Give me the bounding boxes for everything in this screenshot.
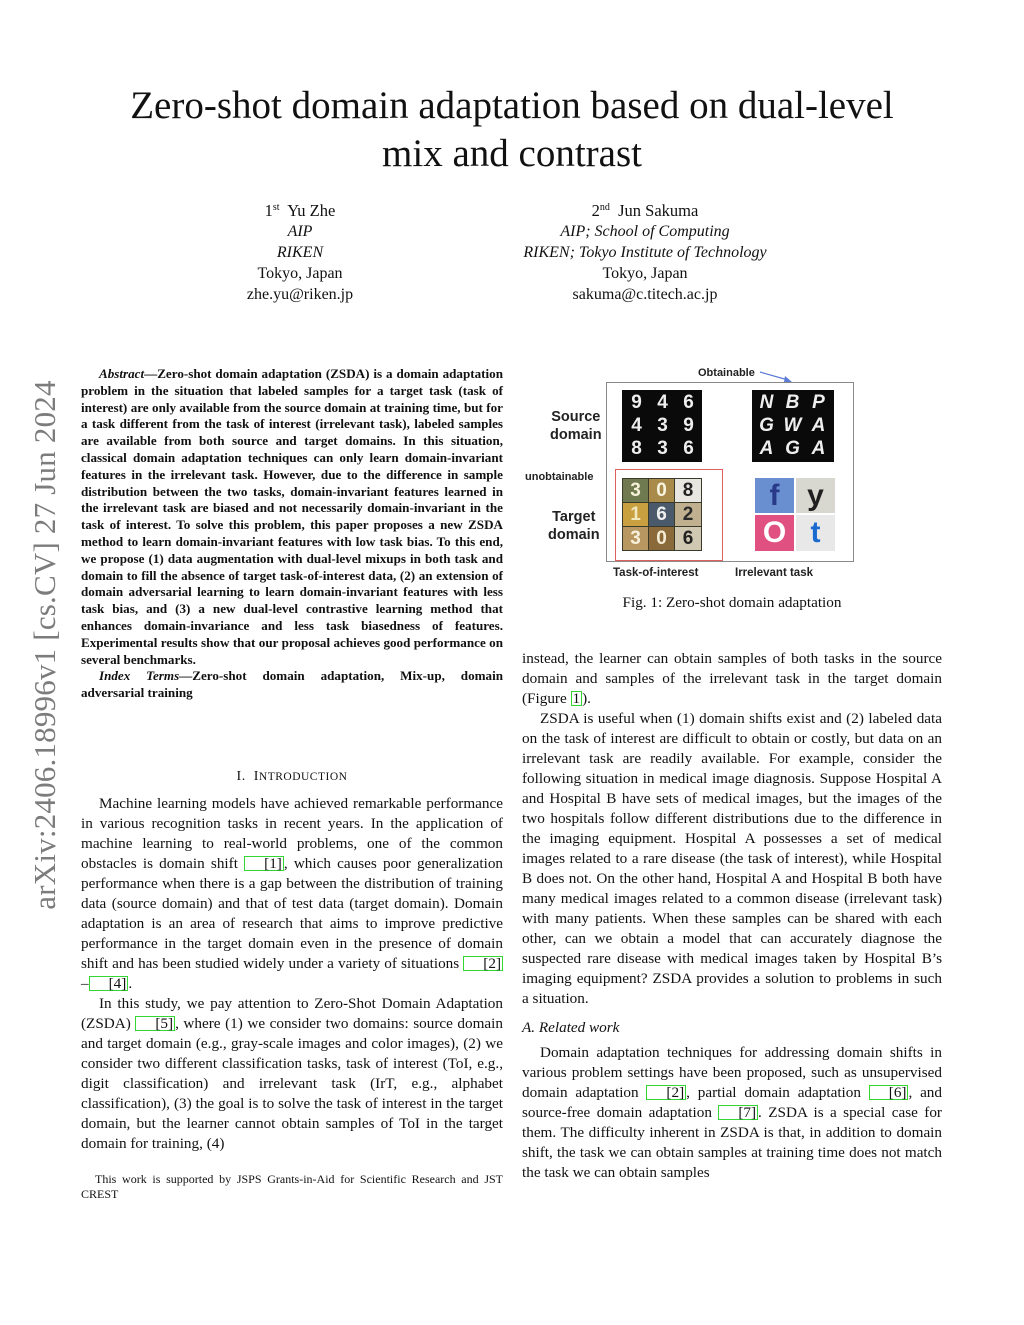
letter-image: G — [785, 438, 800, 459]
letter-image: B — [785, 392, 800, 413]
digit-image: 6 — [683, 438, 694, 459]
letter-image: A — [811, 438, 826, 459]
citation-link[interactable]: [1] — [244, 856, 284, 871]
subsection-heading-related-work: A. Related work — [522, 1019, 620, 1036]
digit-image: 3 — [623, 527, 648, 550]
index-terms-label: Index Terms — [99, 668, 180, 684]
digit-image: 6 — [649, 503, 674, 526]
letter-image: A — [811, 415, 826, 436]
letter-image: O — [755, 515, 794, 551]
target-digit-images — [622, 478, 702, 551]
author-email: sakuma@c.titech.ac.jp — [572, 286, 718, 303]
digit-image: 1 — [623, 503, 648, 526]
letter-image: P — [812, 392, 825, 413]
letter-image: y — [796, 478, 835, 513]
digit-image: 3 — [623, 479, 648, 502]
section-heading-introduction: I. INTRODUCTION — [236, 769, 348, 784]
author-block-1: 1st Yu Zhe AIP RIKEN Tokyo, Japan zhe.yu@riken.jp — [150, 200, 450, 305]
citation-link[interactable]: [5] — [135, 1016, 175, 1031]
author-location: Tokyo, Japan — [602, 265, 688, 282]
author-block-2: 2nd Jun Sakuma AIP; School of Computing RIKEN; Tokyo Institute of Technology Tokyo, Japan sakuma@c.titech.ac.jp — [470, 200, 820, 305]
author-email: zhe.yu@riken.jp — [246, 286, 354, 303]
figure-zsda — [522, 360, 942, 588]
target-domain-label: Target domain — [548, 509, 600, 543]
letter-image: G — [759, 415, 774, 436]
digit-image: 4 — [657, 392, 668, 413]
author-affiliation: AIP — [287, 223, 313, 240]
author-name: Jun Sakuma — [618, 201, 699, 220]
paper-title — [0, 82, 1024, 178]
author-affiliation: AIP; School of Computing — [560, 223, 730, 240]
figure-link[interactable]: 1 — [572, 690, 581, 707]
digit-image: 8 — [675, 479, 701, 502]
citation-link[interactable]: [2] — [646, 1085, 686, 1100]
title-line-1: Zero-shot domain adaptation based on dual-level — [130, 84, 894, 127]
unobtainable-label: unobtainable — [525, 471, 594, 483]
author-location: Tokyo, Japan — [257, 265, 343, 282]
digit-image: 9 — [683, 415, 694, 436]
paragraph: instead, the learner can obtain samples of both tasks in the source domain and samples of the irrelevant task in the target domain (Figure 1 ). — [522, 650, 942, 707]
irrelevant-task-label: Irrelevant task — [735, 567, 813, 579]
abstract — [81, 366, 503, 702]
title-line-2: mix and contrast — [382, 132, 642, 175]
source-domain-label: Source domain — [550, 409, 602, 443]
digit-image: 3 — [657, 438, 668, 459]
digit-image: 3 — [657, 415, 668, 436]
citation-link[interactable]: [7] — [718, 1105, 758, 1120]
citation-link[interactable]: [6] — [869, 1085, 909, 1100]
source-digit-images — [622, 390, 702, 462]
obtainable-label: Obtainable — [698, 367, 755, 379]
paragraph: In this study, we pay attention to Zero-Shot Domain Adaptation (ZSDA) [5] , where (1) we consider two domains: source domain and target domain (e.g., gray-scale images and color images), (2) we consider two different classification tasks, task of interest (ToI, e.g., digit classification) and irrelevant task (IrT, e.g., alphabet classification), (3) the goal is to solve the task of interest in the target domain, but the learner cannot obtain samples of ToI in the target domain for training, (4) — [81, 995, 503, 1152]
digit-image: 8 — [631, 438, 642, 459]
digit-image: 9 — [631, 392, 642, 413]
letter-image: W — [783, 415, 802, 436]
paragraph: ZSDA is useful when (1) domain shifts exist and (2) labeled data on the task of interest are difficult to obtain or costly, but data on an irrelevant task are readily available. For example, consider the following situation in medical image diagnosis. Suppose Hospital A and Hospital B have sets of medical images, but the images of the two hospitals follow different distributions due to the difference in the imaging equipment. Hospital A possesses a set of medical images related to a rare disease (the task of interest), while Hospital B does not. On the other hand, Hospital A and Hospital B both have many medical images related to a common disease (irrelevant task) with many patients. When these samples can be shared with each other, can we obtain a model that can accurately diagnose the suspected rare disease with medical images taken by Hospital B’s imaging equipment? ZSDA provides a solution to problems in such a situation. — [522, 710, 942, 1007]
digit-image: 2 — [675, 503, 701, 526]
figure-caption: Fig. 1: Zero-shot domain adaptation — [622, 594, 842, 611]
letter-image: f — [755, 478, 794, 513]
introduction-text — [81, 794, 503, 1154]
task-of-interest-label: Task-of-interest — [613, 567, 699, 579]
digit-image: 4 — [631, 415, 642, 436]
paragraph: Machine learning models have achieved remarkable performance in various recognition tasks in recent years. In the application of machine learning to real-world problems, one of the common obstacles is domain shift [1] , which causes poor generalization performance when there is a gap between the distribution of training data (source domain) and that of test data (target domain). Domain adaptation is an area of research that aims to improve predictive performance in the target domain even in the presence of domain shift and has been studied widely under a variety of situations [2]– [4] . — [81, 795, 504, 992]
index-terms-text: —Zero-shot domain adaptation, Mix-up, domain adversarial training — [81, 668, 503, 701]
digit-image: 6 — [683, 392, 694, 413]
paragraph: Domain adaptation techniques for addressing domain shifts in various problem settings have been proposed, such as unsupervised domain adaptation [2] , partial domain adaptation [6] , and source-free domain adaptation [7] . ZSDA is a special case for them. The difficulty inherent in ZSDA is that, in addition to domain shift, the task we can obtain samples at training time does not match the task we can obtain samples — [522, 1044, 942, 1181]
digit-image: 0 — [649, 479, 674, 502]
source-letter-images — [752, 390, 834, 462]
author-affiliation: RIKEN — [276, 244, 324, 261]
digit-image: 6 — [675, 527, 701, 550]
citation-link[interactable]: [4] — [89, 976, 129, 991]
abstract-text: —Zero-shot domain adaptation (ZSDA) is a domain adaptation problem in the situation that labeled samples for a target task (task of interest) are only available from the source domain at training time, but for a task different from the task of interest (irrelevant task), labeled samples are available from both source and target domains. In this situation, classical domain adaptation techniques can only learn domain-invariant features in the irrelevant task. However, due to the difference in sample distribution between the two tasks, domain-invariant features learned in the irrelevant task are biased and not necessarily domain-invariant in the task of interest. To solve this problem, this paper proposes a new ZSDA method to learn domain-invariant features with low task bias. To this end, we propose (1) data augmentation with dual-level mixups in both task and domain to fill the absence of target task-of-interest data, (2) an extension of domain adversarial learning to learn domain-invariant features with less task bias, and (3) a new dual-level contrastive learning method that enhances domain-invariance and less task biasedness of features. Experimental results show that our proposal achieves good performance on several benchmarks. — [81, 366, 503, 667]
right-column-text — [522, 649, 942, 1183]
footnote: This work is supported by JSPS Grants-in-Aid for Scientific Research and JST CREST — [81, 1172, 503, 1201]
letter-image: N — [759, 392, 774, 413]
author-name: Yu Zhe — [287, 201, 336, 220]
citation-link[interactable]: [2] — [463, 956, 503, 971]
author-affiliation: RIKEN; Tokyo Institute of Technology — [523, 244, 767, 261]
letter-image: A — [759, 438, 774, 459]
target-letter-images — [755, 478, 835, 551]
letter-image: t — [796, 515, 835, 551]
abstract-label: Abstract — [99, 366, 145, 381]
digit-image: 0 — [649, 527, 674, 550]
